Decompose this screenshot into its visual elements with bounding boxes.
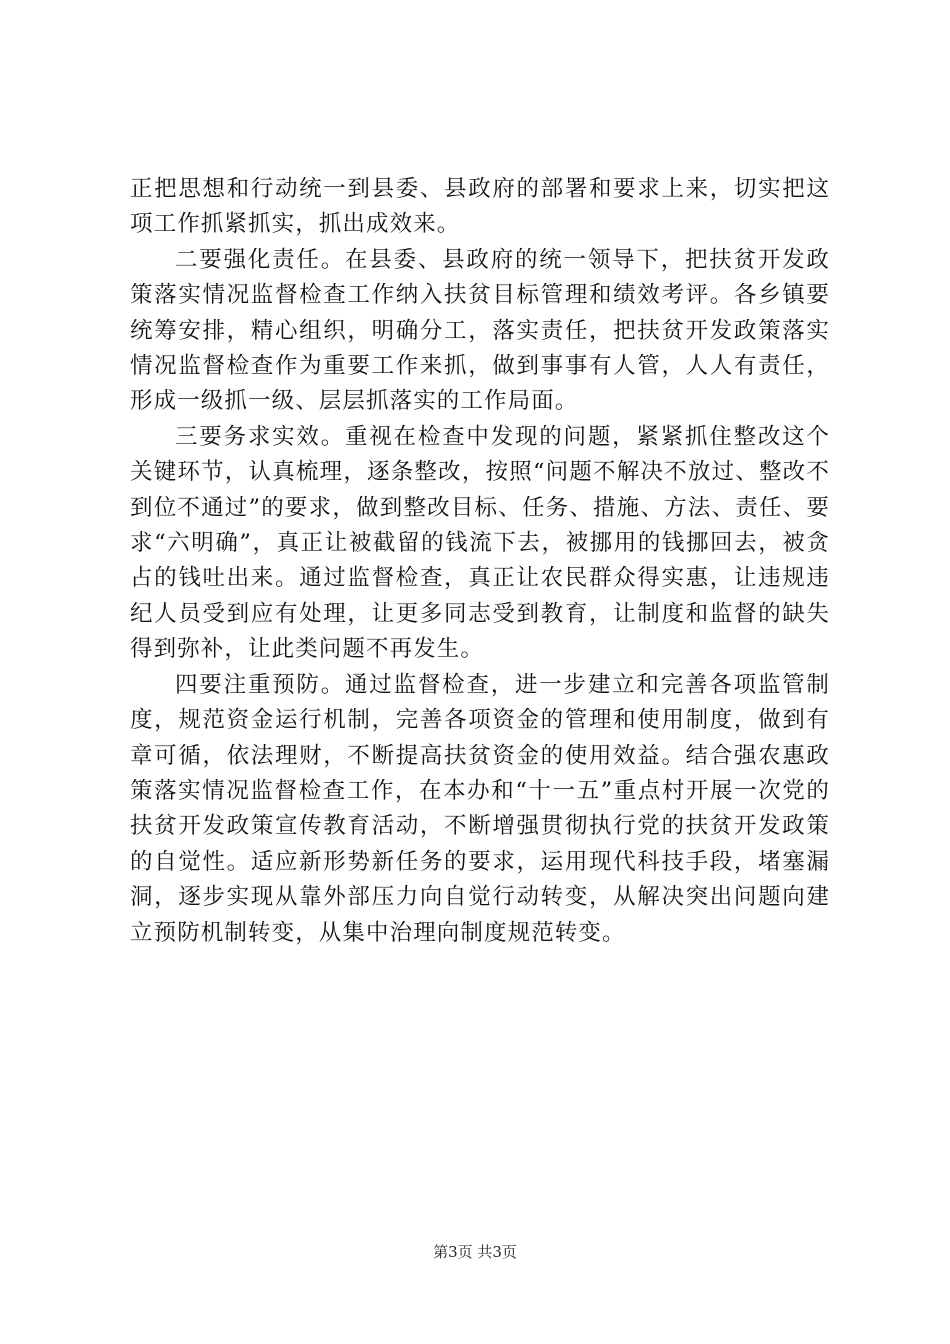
paragraph-focus-prevention: 四要注重预防。通过监督检查，进一步建立和完善各项监管制度，规范资金运行机制，完善各项资金的管理和使用制度，做到有章可循，依法理财，不断提高扶贫资金的使用效益。结合强农惠政策落实情况监督检查工作，在本办和“十一五”重点村开展一次党的扶贫开发政策宣传教育活动，不断增强贯彻执行党的扶贫开发政策的自觉性。适应新形势新任务的要求，运用现代科技手段，堵塞漏洞，逐步实现从靠外部压力向自觉行动转变，从解决突出问题向建立预防机制转变，从集中治理向制度规范转变。	[130, 671, 830, 946]
page-footer: 第3页 共3页	[433, 1243, 517, 1261]
paragraph-continuation: 正把思想和行动统一到县委、县政府的部署和要求上来，切实把这项工作抓紧抓实，抓出成效来。	[130, 176, 830, 238]
paragraph-strengthen-responsibility: 二要强化责任。在县委、县政府的统一领导下，把扶贫开发政策落实情况监督检查工作纳入扶贫目标管理和绩效考评。各乡镇要统筹安排，精心组织，明确分工，落实责任，把扶贫开发政策落实情况监督检查作为重要工作来抓，做到事事有人管，人人有责任，形成一级抓一级、层层抓落实的工作局面。	[130, 246, 830, 415]
document-body	[130, 172, 830, 951]
paragraph-seek-results: 三要务求实效。重视在检查中发现的问题，紧紧抓住整改这个关键环节，认真梳理，逐条整改，按照“问题不解决不放过、整改不到位不通过”的要求，做到整改目标、任务、措施、方法、责任、要求“六明确”，真正让被截留的钱流下去，被挪用的钱挪回去，被贪占的钱吐出来。通过监督检查，真正让农民群众得实惠，让违规违纪人员受到应有处理，让更多同志受到教育，让制度和监督的缺失得到弥补，让此类问题不再发生。	[130, 423, 830, 663]
